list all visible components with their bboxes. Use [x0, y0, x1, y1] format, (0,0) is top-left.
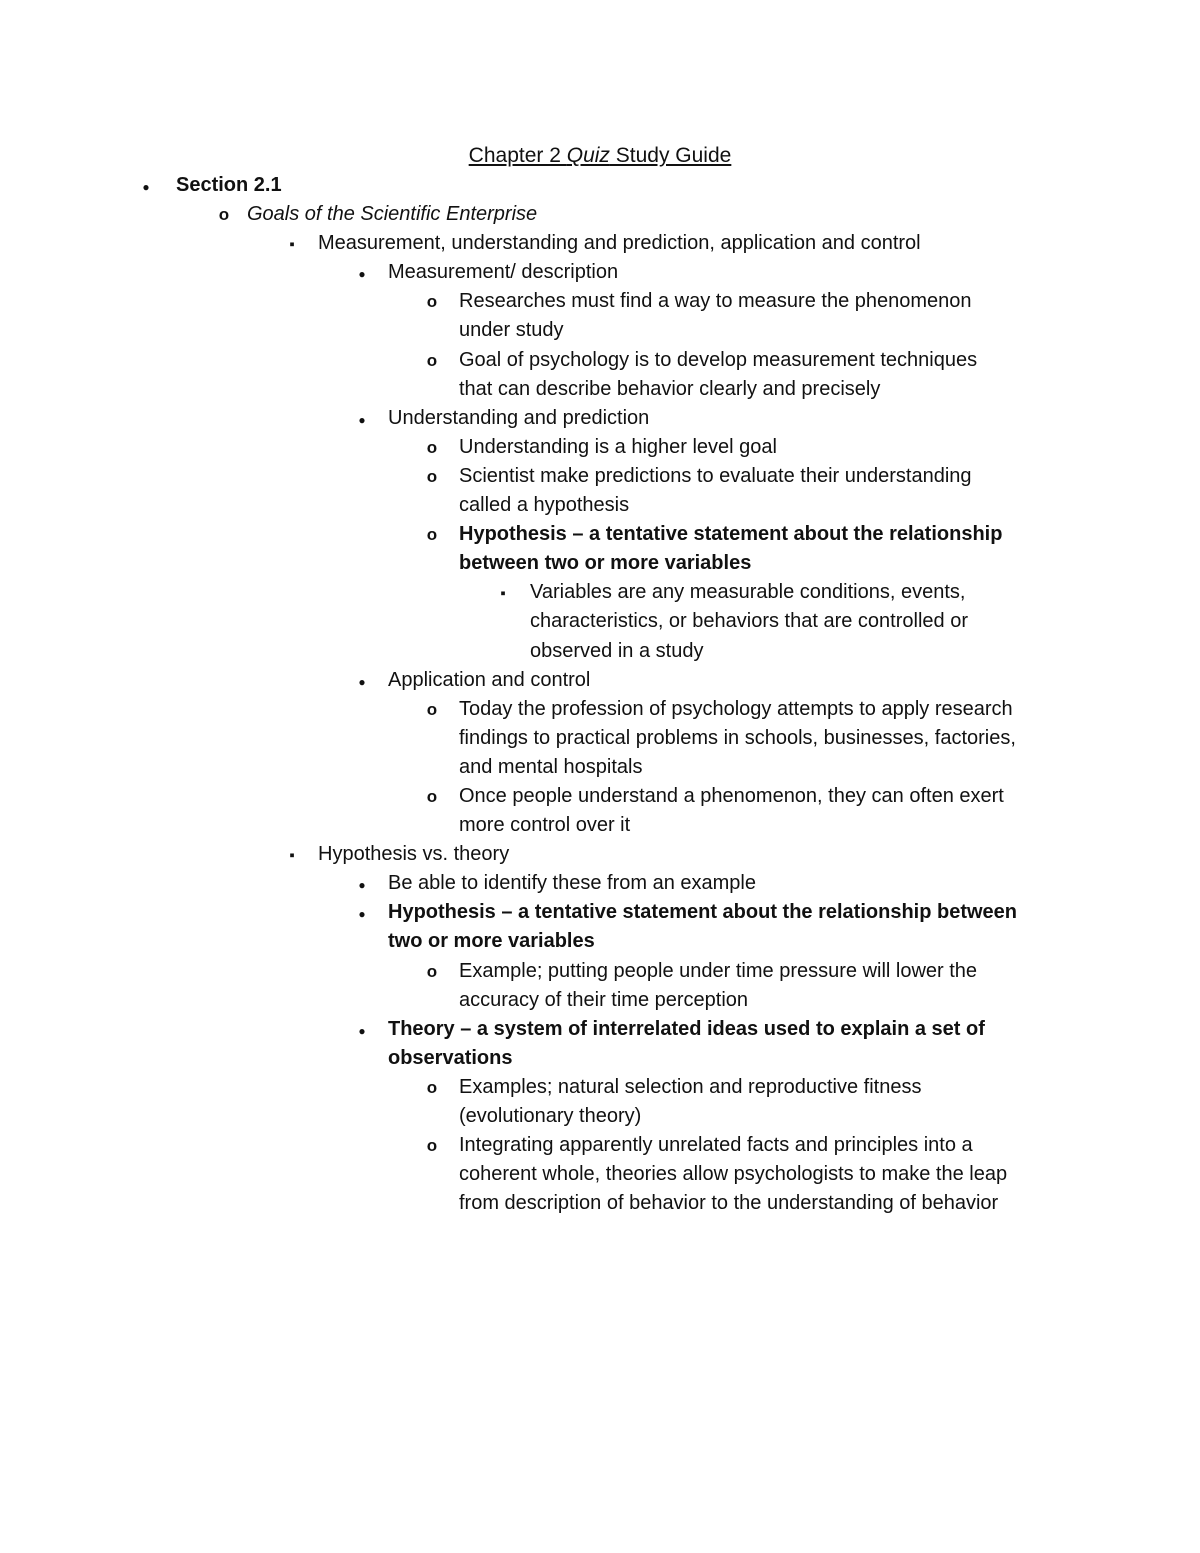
outline-item-text: observed in a study	[530, 639, 704, 662]
outline-item	[0, 957, 1200, 986]
outline-item	[0, 287, 1200, 316]
outline-item	[0, 1102, 1200, 1131]
outline-item-text: accuracy of their time perception	[459, 988, 749, 1011]
bullet-square-icon	[495, 578, 511, 608]
outline-item	[0, 316, 1200, 345]
outline-item-text: Goals of the Scientific Enterprise	[247, 203, 538, 226]
outline-item-text: Examples; natural selection and reproductive fitness	[459, 1075, 922, 1098]
outline-item	[0, 927, 1200, 956]
outline-item	[0, 200, 1200, 229]
bullet-circle-icon	[424, 433, 440, 462]
bullet-dot-icon	[354, 1015, 370, 1046]
outline-item-text: and mental hospitals	[459, 755, 643, 778]
outline-item	[0, 229, 1200, 258]
title-prefix: Chapter 2	[468, 144, 567, 167]
outline-item	[0, 695, 1200, 724]
bullet-circle-icon	[424, 1073, 440, 1102]
outline-item-text: coherent whole, theories allow psychologists to make the leap	[459, 1163, 1008, 1186]
outline-item	[0, 637, 1200, 666]
outline-item	[0, 753, 1200, 782]
outline-item-text: from description of behavior to the understanding of behavior	[459, 1192, 999, 1215]
outline-item-text: Example; putting people under time pressure will lower the	[459, 959, 978, 982]
outline-item-text: Hypothesis – a tentative statement about the relationship	[459, 523, 1003, 546]
outline-item-text: between two or more variables	[459, 552, 752, 575]
bullet-square-icon	[284, 229, 300, 259]
outline-item-text: observations	[388, 1046, 513, 1069]
outline-item	[0, 782, 1200, 811]
outline-item-text: that can describe behavior clearly and precisely	[459, 377, 881, 400]
outline-item	[0, 433, 1200, 462]
outline-item	[0, 986, 1200, 1015]
outline-item-text: Hypothesis – a tentative statement about the relationship between	[388, 901, 1018, 924]
outline-item	[0, 549, 1200, 578]
bullet-circle-icon	[424, 695, 440, 724]
outline-item	[0, 1160, 1200, 1189]
outline-item-text: two or more variables	[388, 930, 595, 953]
outline-item	[0, 607, 1200, 636]
outline-item-text: Goal of psychology is to develop measurement techniques	[459, 348, 978, 371]
bullet-circle-icon	[424, 462, 440, 491]
outline-item	[0, 1131, 1200, 1160]
bullet-circle-icon	[424, 520, 440, 549]
page-title	[0, 141, 1200, 171]
outline-item	[0, 724, 1200, 753]
outline-item-text: Measurement/ description	[388, 261, 619, 284]
bullet-circle-icon	[424, 782, 440, 811]
outline-item	[0, 1073, 1200, 1102]
outline-item	[0, 520, 1200, 549]
outline-item-text: Hypothesis vs. theory	[318, 843, 510, 866]
outline-list	[0, 171, 1200, 1218]
bullet-dot-icon	[138, 171, 154, 202]
bullet-dot-icon	[354, 869, 370, 900]
outline-item	[0, 666, 1200, 695]
outline-item-text: Understanding is a higher level goal	[459, 435, 777, 458]
outline-item	[0, 869, 1200, 898]
bullet-circle-icon	[424, 346, 440, 375]
outline-item	[0, 258, 1200, 287]
outline-item	[0, 171, 1200, 200]
outline-item-text: Understanding and prediction	[388, 406, 650, 429]
outline-item	[0, 811, 1200, 840]
title-quiz-word: Quiz	[566, 144, 610, 167]
bullet-circle-icon	[216, 200, 232, 229]
outline-item	[0, 375, 1200, 404]
bullet-dot-icon	[354, 898, 370, 929]
outline-item-text: characteristics, or behaviors that are controlled or	[530, 610, 968, 633]
outline-item-text: Researches must find a way to measure the phenomenon	[459, 290, 972, 313]
outline-item	[0, 1044, 1200, 1073]
outline-item	[0, 491, 1200, 520]
outline-item	[0, 840, 1200, 869]
bullet-circle-icon	[424, 957, 440, 986]
bullet-dot-icon	[354, 258, 370, 289]
title-suffix: Study Guide	[609, 144, 732, 167]
bullet-dot-icon	[354, 666, 370, 697]
bullet-circle-icon	[424, 287, 440, 316]
outline-item	[0, 346, 1200, 375]
outline-item-text: Variables are any measurable conditions, events,	[530, 581, 966, 604]
outline-item-text: Scientist make predictions to evaluate their understanding	[459, 464, 972, 487]
outline-item-text: findings to practical problems in schools, businesses, factories,	[459, 726, 1016, 749]
outline-item-text: Application and control	[388, 668, 591, 691]
outline-item	[0, 578, 1200, 607]
outline-item-text: Theory – a system of interrelated ideas used to explain a set of	[388, 1017, 985, 1040]
outline-item-text: (evolutionary theory)	[459, 1105, 642, 1127]
outline-item-text: called a hypothesis	[459, 494, 630, 517]
outline-item-text: under study	[459, 319, 564, 342]
outline-item-text: Today the profession of psychology attempts to apply research	[459, 697, 1013, 720]
outline-item-text: Section 2.1	[176, 174, 282, 196]
outline-item-text: Integrating apparently unrelated facts and principles into a	[459, 1134, 973, 1157]
outline-item	[0, 898, 1200, 927]
outline-item-text: more control over it	[459, 814, 631, 837]
bullet-square-icon	[284, 840, 300, 870]
outline-item-text: Measurement, understanding and prediction, application and control	[318, 232, 921, 255]
outline-item-text: Be able to identify these from an example	[388, 872, 756, 895]
outline-item	[0, 462, 1200, 491]
bullet-dot-icon	[354, 404, 370, 435]
bullet-circle-icon	[424, 1131, 440, 1160]
outline-item	[0, 1189, 1200, 1218]
outline-item	[0, 1015, 1200, 1044]
outline-item	[0, 404, 1200, 433]
outline-item-text: Once people understand a phenomenon, they can often exert	[459, 784, 1004, 807]
